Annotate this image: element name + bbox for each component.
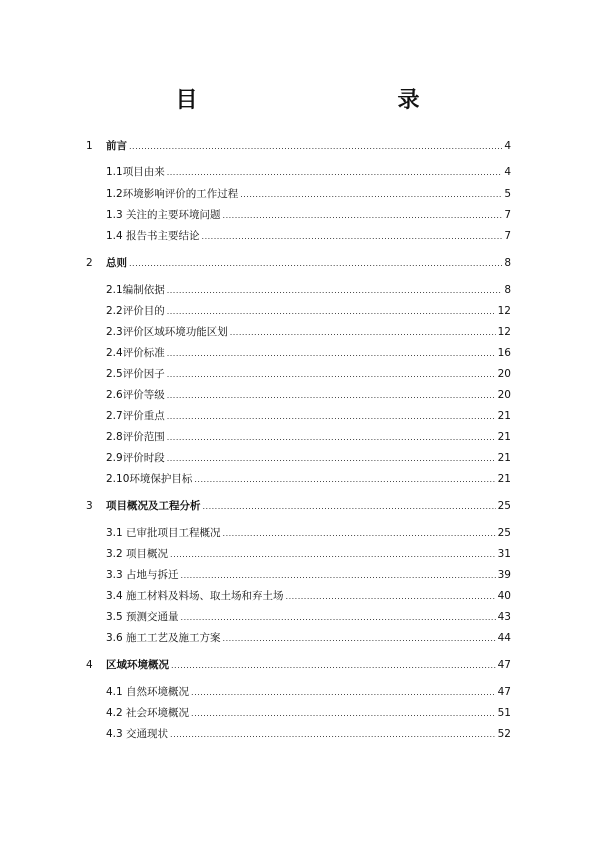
toc-page-number: 47 (497, 686, 511, 698)
toc-entry (106, 282, 511, 299)
toc-chapter-row[interactable] (0, 255, 595, 271)
toc-page-number: 31 (497, 548, 511, 560)
toc-entry-label: 1.1项目由来 (106, 166, 165, 178)
toc-entry-label: 2.1编制依据 (106, 284, 165, 296)
toc-section-row[interactable] (0, 726, 595, 742)
toc-entry (106, 387, 511, 404)
toc-entry-label: 1.2环境影响评价的工作过程 (106, 188, 239, 200)
toc-section-row[interactable] (0, 429, 595, 445)
toc-page-number: 51 (497, 707, 511, 719)
toc-entry-label: 3.6 施工工艺及施工方案 (106, 632, 221, 644)
toc-entry-label: 前言 (106, 140, 127, 152)
toc-entry (106, 366, 511, 383)
toc-entry-label: 总则 (106, 257, 127, 269)
toc-entry-label: 2.6评价等级 (106, 389, 165, 401)
toc-section-row[interactable] (0, 546, 595, 562)
toc-entry-label: 3.3 占地与拆迁 (106, 569, 179, 581)
toc-leader-dots (167, 304, 496, 320)
toc-page-number: 12 (497, 326, 511, 338)
toc-section-row[interactable] (0, 609, 595, 625)
toc-page-number: 12 (497, 305, 511, 317)
toc-entry-label: 2.7评价重点 (106, 410, 165, 422)
toc-leader-dots (171, 658, 496, 674)
toc-entry (106, 471, 511, 488)
toc-leader-dots (223, 208, 503, 224)
toc-leader-dots (181, 610, 496, 626)
toc-section-row[interactable] (0, 684, 595, 700)
toc-chapter-row[interactable] (0, 138, 595, 154)
toc-entry-label: 3.5 预测交通量 (106, 611, 179, 623)
toc-leader-dots (167, 430, 496, 446)
toc-entry-label: 3.4 施工材料及料场、取土场和弃土场 (106, 590, 284, 602)
toc-page-number: 5 (504, 188, 511, 200)
toc-entry (106, 164, 511, 181)
toc-page-number: 39 (497, 569, 511, 581)
toc-page-number: 7 (504, 209, 511, 221)
toc-entry (106, 525, 511, 542)
toc-section-row[interactable] (0, 207, 595, 223)
toc-leader-dots (286, 589, 496, 605)
toc-entry (106, 429, 511, 446)
toc-entry-label: 2.3评价区域环境功能区划 (106, 326, 228, 338)
toc-leader-dots (181, 568, 496, 584)
toc-leader-dots (223, 526, 496, 542)
toc-entry (106, 324, 511, 341)
toc-page-number: 16 (497, 347, 511, 359)
toc-entry-label: 2.9评价时段 (106, 452, 165, 464)
toc-page-number: 21 (497, 473, 511, 485)
toc-page-number: 4 (504, 166, 511, 178)
toc-page-number: 21 (497, 410, 511, 422)
toc-section-row[interactable] (0, 450, 595, 466)
toc-section-row[interactable] (0, 630, 595, 646)
toc-page-number: 21 (497, 431, 511, 443)
toc-section-row[interactable] (0, 588, 595, 604)
toc-page-number: 25 (497, 500, 511, 512)
toc-page-number: 44 (497, 632, 511, 644)
toc-entry-label: 4.3 交通现状 (106, 728, 169, 740)
toc-leader-dots (167, 283, 503, 299)
toc-section-row[interactable] (0, 525, 595, 541)
toc-section-row[interactable] (0, 345, 595, 361)
toc-section-row[interactable] (0, 324, 595, 340)
toc-page-number: 8 (504, 257, 511, 269)
toc-section-row[interactable] (0, 387, 595, 403)
toc-entry (106, 546, 511, 563)
toc-entry (106, 498, 511, 515)
toc-entry-label: 2.5评价因子 (106, 368, 165, 380)
toc-entry (106, 138, 511, 155)
toc-page-number: 21 (497, 452, 511, 464)
toc-section-row[interactable] (0, 282, 595, 298)
toc-entry (106, 726, 511, 743)
toc-entry (106, 609, 511, 626)
toc-leader-dots (167, 367, 496, 383)
toc-entry-label: 1.4 报告书主要结论 (106, 230, 200, 242)
toc-page-number: 7 (504, 230, 511, 242)
toc-leader-dots (167, 346, 496, 362)
toc-leader-dots (230, 325, 496, 341)
toc-chapter-number: 3 (86, 500, 93, 512)
toc-page-number: 4 (504, 140, 511, 152)
toc-entry-label: 2.8评价范围 (106, 431, 165, 443)
toc-chapter-number: 2 (86, 257, 93, 269)
toc-page-number: 43 (497, 611, 511, 623)
toc-leader-dots (191, 706, 496, 722)
toc-page-number: 52 (497, 728, 511, 740)
toc-entry-label: 区域环境概况 (106, 659, 169, 671)
toc-page-number: 25 (497, 527, 511, 539)
toc-page-number: 8 (504, 284, 511, 296)
toc-entry (106, 207, 511, 224)
page-title: 目 录 (175, 88, 472, 113)
toc-page-number: 20 (497, 389, 511, 401)
toc-chapter-number: 4 (86, 659, 93, 671)
toc-page-number: 47 (497, 659, 511, 671)
toc-section-row[interactable] (0, 303, 595, 319)
toc-section-row[interactable] (0, 366, 595, 382)
toc-entry (106, 450, 511, 467)
toc-entry-label: 2.10环境保护目标 (106, 473, 193, 485)
toc-entry-label: 4.1 自然环境概况 (106, 686, 190, 698)
toc-section-row[interactable] (0, 164, 595, 180)
toc-entry-label: 4.2 社会环境概况 (106, 707, 190, 719)
toc-section-row[interactable] (0, 567, 595, 583)
toc-entry (106, 345, 511, 362)
toc-entry (106, 657, 511, 674)
toc-entry (106, 186, 511, 203)
toc-leader-dots (203, 499, 496, 515)
toc-leader-dots (129, 256, 502, 272)
toc-leader-dots (191, 685, 496, 701)
toc-chapter-row[interactable] (0, 498, 595, 514)
toc-leader-dots (223, 631, 496, 647)
toc-chapter-number: 1 (86, 140, 93, 152)
toc-entry-label: 2.4评价标准 (106, 347, 165, 359)
toc-leader-dots (129, 139, 502, 155)
toc-leader-dots (167, 451, 496, 467)
toc-entry (106, 228, 511, 245)
toc-leader-dots (167, 388, 496, 404)
toc-entry-label: 1.3 关注的主要环境问题 (106, 209, 221, 221)
toc-section-row[interactable] (0, 186, 595, 202)
toc-page-number: 40 (497, 590, 511, 602)
toc-entry (106, 303, 511, 320)
toc-entry (106, 684, 511, 701)
toc-leader-dots (167, 409, 496, 425)
toc-entry (106, 705, 511, 722)
toc-section-row[interactable] (0, 408, 595, 424)
toc-entry (106, 567, 511, 584)
toc-entry-label: 3.1 已审批项目工程概况 (106, 527, 221, 539)
toc-page-number: 20 (497, 368, 511, 380)
toc-leader-dots (170, 727, 496, 743)
toc-section-row[interactable] (0, 471, 595, 487)
toc-entry-label: 项目概况及工程分析 (106, 500, 201, 512)
toc-entry-label: 2.2评价目的 (106, 305, 165, 317)
toc-entry (106, 630, 511, 647)
toc-leader-dots (240, 187, 502, 203)
toc-leader-dots (167, 165, 503, 181)
toc-leader-dots (194, 472, 495, 488)
toc-chapter-row[interactable] (0, 657, 595, 673)
toc-entry (106, 588, 511, 605)
toc-entry (106, 408, 511, 425)
toc-leader-dots (202, 229, 503, 245)
toc-leader-dots (170, 547, 496, 563)
toc-entry-label: 3.2 项目概况 (106, 548, 169, 560)
toc-section-row[interactable] (0, 228, 595, 244)
toc-entry (106, 255, 511, 272)
toc-section-row[interactable] (0, 705, 595, 721)
